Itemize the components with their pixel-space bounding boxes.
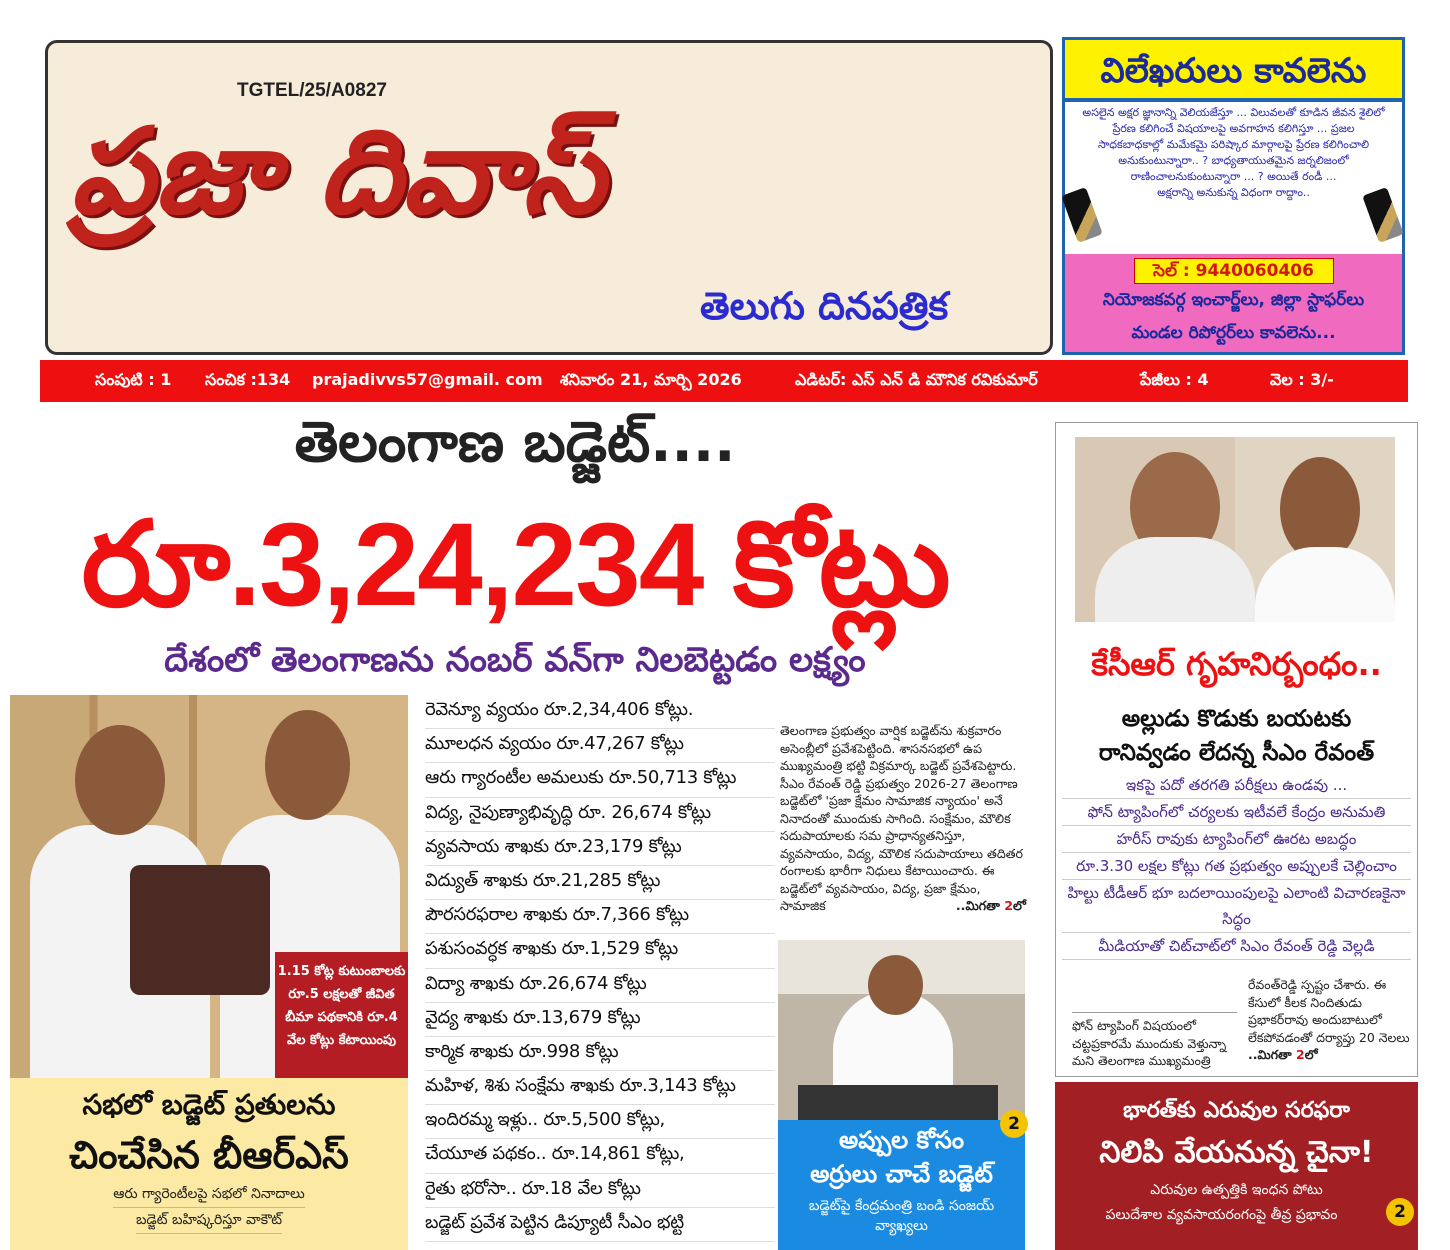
person [1095,537,1255,622]
ad-line: సాధకబాధకాల్లో మమేకమై పరిష్కార మార్గాలపై ప్రేరణ కలిగించాలి [1097,138,1370,151]
kcr-subhead-line: అల్లుడు కొడుకు బయటకు [1121,706,1352,732]
china-subhead: ఎరువుల ఉత్పత్తికి ఇంధన పోటు [1150,1182,1323,1198]
kcr-points [1058,772,1415,960]
briefcase [130,865,270,995]
ad-line: రాణించాలనుకుంటున్నారా ... ? అయితే రండీ ... [1130,170,1337,183]
highlight-item: రైతు భరోసా.. రూ.18 వేల కోట్లు [425,1174,775,1208]
article-text: తెలంగాణ ప్రభుత్వం వార్షిక బడ్జెట్‌ను శుక్రవారం అసెంబ్లీలో ప్రవేశపెట్టింది. శాసనసభలో ఉప ముఖ్యమంత్రి భట్టి విక్రమార్క బడ్జెట్ ప్రవేశపెట్టారు. సీఎం రేవంత్ రెడ్డి ప్రభుత్వం 2026-27 తెలంగాణ బడ్జెట్‌లో 'ప్రజా క్షేమం సామాజిక న్యాయం' అనే నినాదంతో ముందుకు సాగింది. సంక్షేమం, మౌలిక సదుపాయాలకు సమ ప్రాధాన్యతనిస్తూ, వ్యవసాయం, విద్య, మౌలిక సదుపాయాలు తదితర రంగాలకు భారీగా నిధులు కేటాయించారు. ఈ బడ్జెట్‌లో వ్యవసాయం, విద్య, ప్రజా క్షేమం, సామాజిక [780,723,1023,913]
china-headline: నిలిపి వేయనున్న చైనా! [1099,1135,1374,1170]
ad-line: ప్రేరణ కలిగించే విషయాలపై అవగాహన కలిగిస్తూ ... ప్రజల [1112,122,1355,135]
highlight-item: పశుసంవర్ధక శాఖకు రూ.1,529 కోట్లు [425,934,775,968]
ad-body [1065,102,1402,204]
editor: ఎడిటర్: ఎస్ ఎన్ డి మౌనిక రవికుమార్ [795,370,1038,389]
kcr-point: ఫోన్ ట్యాపింగ్‌లో చర్యలకు ఇటీవలే కేంద్రం అనుమతి [1062,799,1411,826]
kcr-point: మీడియాతో చిట్‌చాట్‌లో సిఎం రేవంత్ రెడ్డి వెల్లడి [1062,933,1411,960]
budget-article [780,722,1026,915]
date: శనివారం 21, మార్చి 2026 [560,370,742,389]
face [75,725,165,835]
kcr-point: హిల్టు టీడీఆర్ భూ బదలాయింపులపై ఎలాంటి విచారణకైనా సిద్ధం [1062,880,1411,933]
photo-caption: 1.15 కోట్ల కుటుంబాలకు రూ.5 లక్షలతో జీవిత బీమా పథకానికి రూ.4 వేల కోట్లు కేటాయింపు [275,952,408,1078]
ad-footer-line: మండల రిపోర్టర్‌లు కావలెను... [1131,323,1336,343]
microphones [798,1085,998,1120]
debt-story [778,1120,1025,1250]
kcr-column-1: ఫోన్ ట్యాపింగ్ విషయంలో చట్టప్రకారమే ముందుకు వెళ్తున్నా మని తెలంగాణ ముఖ్యమంత్రి [1072,1012,1237,1070]
highlight-item: వైద్య శాఖకు రూ.13,679 కోట్లు [425,1003,775,1037]
debt-headline: అర్రులు చాచే బడ్జెట్ [810,1160,993,1188]
ad-line: అక్షరాన్ని అనుకున్న విధంగా రాద్దాం.. [1157,186,1310,199]
kcr-point: హరీస్ రావుకు ట్యాపింగ్‌లో ఊరట అబద్ధం [1062,826,1411,853]
ad-heading: విలేఖరులు కావలెను [1065,40,1402,102]
ad-footer [1065,254,1402,352]
china-subhead: పలుదేశాల వ్యవసాయరంగంపై తీవ్ర ప్రభావం [1105,1207,1338,1223]
highlight-item: మూలధన వ్యయం రూ.47,267 కోట్లు [425,729,775,763]
highlight-item: కార్మిక శాఖకు రూ.998 కోట్లు [425,1037,775,1071]
kcr-column-2: రేవంత్‌రెడ్డి స్పష్టం చేశారు. ఈ కేసులో కీలక నిందితుడు ప్రభాకర్‌రావు అందుబాటులో లేకపోవడంతో దర్యాప్తు 20 నెలలు ..మిగతా 2లో [1248,977,1410,1062]
email[interactable]: prajadivvs57@gmail. com [312,370,543,389]
highlight-item: రెవెన్యూ వ్యయం రూ.2,34,406 కోట్లు. [425,695,775,729]
highlight-item: ఆరు గ్యారంటీల అమలుకు రూ.50,713 కోట్లు [425,763,775,797]
person [1255,547,1395,622]
face [868,955,923,1015]
page-badge[interactable]: 2 [1000,1110,1028,1138]
kcr-subhead-line: రానివ్వడం లేదన్న సీఎం రేవంత్ [1098,740,1375,766]
highlight-item: ఇందిరమ్మ ఇళ్లు.. రూ.5,500 కోట్లు, [425,1105,775,1139]
face [265,710,350,820]
volume: సంపుటి : 1 [95,370,172,389]
info-bar [40,360,1408,402]
pages: పేజీలు : 4 [1140,370,1209,389]
debt-headline: అప్పుల కోసం [839,1126,964,1154]
leaders-photo [1075,437,1395,622]
kcr-subhead [1055,702,1418,770]
lead-subhead: దేశంలో తెలంగాణను నంబర్ వన్‌గా నిలబెట్టడం లక్ష్యం [164,640,866,680]
continued-link[interactable]: ..మిగతా 2లో [955,898,1026,913]
china-story [1055,1082,1418,1250]
ad-line: అసలైన అక్షర జ్ఞానాన్ని వెలియజేస్తూ ... విలువలతో కూడిన జీవన శైలిలో [1082,106,1385,119]
highlight-item: విద్య, నైపుణ్యాభివృద్ధి రూ. 26,674 కోట్లు [425,798,775,832]
brs-headline: చించేసిన బీఆర్ఎస్ [69,1133,349,1177]
kcr-headline: కేసీఆర్ గృహనిర్బంధం.. [1091,645,1382,683]
price: వెల : 3/- [1270,370,1334,389]
ad-footer-line: నియోజకవర్గ ఇంచార్జ్‌లు, జిల్లా స్టాఫర్‌లు [1102,290,1365,310]
ad-phone: సెల్ : 9440060406 [1134,258,1334,284]
kcr-point: ఇకపై పదో తరగతి పరీక్షలు ఉండవు ... [1062,772,1411,799]
budget-highlights [425,695,775,1242]
lead-kicker: తెలంగాణ బడ్జెట్.... [294,410,736,475]
page-badge[interactable]: 2 [1386,1198,1414,1226]
press-meet-photo [778,940,1025,1120]
reporters-wanted-ad [1062,37,1405,355]
highlight-item: వ్యవసాయ శాఖకు రూ.23,179 కోట్లు [425,832,775,866]
newspaper-logo: ప్రజా దివాస్ [70,102,605,240]
brs-story [10,1078,408,1250]
lead-headline: రూ.3,24,234 కోట్లు [81,499,949,631]
brs-headline: సభలో బడ్జెట్ ప్రతులను [82,1088,336,1121]
china-headline: భారత్‌కు ఎరువుల సరఫరా [1123,1098,1350,1123]
highlight-item: విద్యా శాఖకు రూ.26,674 కోట్లు [425,969,775,1003]
ad-line: అనుకుంటున్నారా.. ? బాధ్యతాయుతమైన జర్నలిజంలో [1118,154,1349,167]
kcr-point: రూ.3.30 లక్షల కోట్లు గత ప్రభుత్వం అప్పులకే చెల్లించాం [1062,853,1411,880]
highlight-item: పౌరసరఫరాల శాఖకు రూ.7,366 కోట్లు [425,900,775,934]
highlight-item: విద్యుత్ శాఖకు రూ.21,285 కోట్లు [425,866,775,900]
issue: సంచిక :134 [205,370,291,389]
brs-subhead: ఆరు గ్యారెంటీలపై సభలో నినాదాలు [113,1182,305,1208]
highlight-item: చేయూత పథకం.. రూ.14,861 కోట్లు, [425,1139,775,1173]
highlight-item: మహిళ, శిశు సంక్షేమ శాఖకు రూ.3,143 కోట్లు [425,1071,775,1105]
brs-subhead: బడ్జెట్ బహిష్కరిస్తూ వాకౌట్ [136,1208,282,1234]
tagline: తెలుగు దినపత్రిక [700,284,949,328]
continued-link[interactable]: ..మిగతా 2లో [1248,1047,1318,1062]
debt-subhead: బడ్జెట్‌పై కేంద్రమంత్రి బండి సంజయ్ వ్యాఖ్యలు [808,1198,995,1234]
registration-number: TGTEL/25/A0827 [237,80,387,101]
highlight-item: బడ్జెట్ ప్రవేశ పెట్టిన డిప్యూటీ సీఎం భట్టి [425,1208,775,1242]
